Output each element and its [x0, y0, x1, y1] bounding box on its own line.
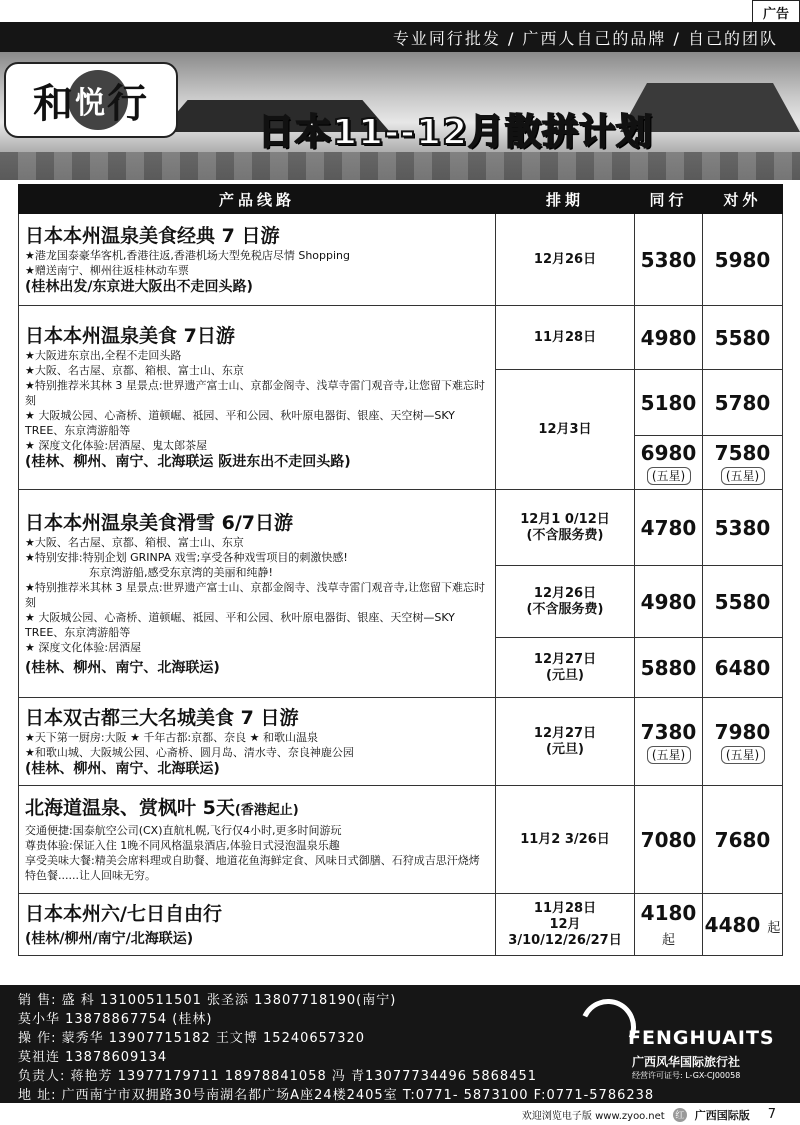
schedule-date: 12月26日: [496, 214, 635, 306]
contact-line: 操 作: 蒙秀华 13907715182 王文博 15240657320: [18, 1031, 366, 1046]
schedule-date: 12月3日: [496, 370, 635, 490]
peer-price: 4780: [635, 490, 703, 566]
edition-label: 广西国际版: [694, 1108, 750, 1122]
product-line: ★特别安排:特别企划 GRINPA 戏雪;享受各种戏雪项目的刺激快感!: [25, 550, 348, 564]
retail-price: 6480: [703, 638, 783, 698]
product-line: ★ 大阪城公园、心斋桥、道顿崛、祗园、平和公园、秋叶原电器街、银座、天空树—SKY TREE、东京湾游船等: [25, 409, 455, 437]
product-line: ★赠送南宁、柳州往返桂林动车票: [25, 263, 189, 277]
product-line: 享受美味大餐:精美会席料理或自助餐、地道花鱼海鲜定食、风味日式御膳、石狩成吉思汗烧烤特色餐......让人回味无穷。: [25, 854, 480, 882]
product-title: 日本本州六/七日自由行: [25, 902, 222, 925]
product-title: 北海道温泉、赏枫叶 5天(香港起止): [25, 797, 299, 819]
product-description: [19, 894, 496, 956]
retail-price: 7680: [703, 786, 783, 894]
retail-price: 7580 (五星): [703, 436, 783, 490]
address-line: 地 址: 广西南宁市双拥路30号南湖名都广场A座24楼2405室 T:0771- 5873100 F:0771-5786238: [18, 1088, 655, 1103]
product-note: (桂林/柳州/南宁/北海联运): [25, 930, 194, 947]
peer-price: 4980: [635, 566, 703, 638]
product-note: (桂林出发/东京进大阪出不走回头路): [25, 278, 253, 295]
product-line: 东京湾游船,感受东京湾的美丽和纯静!: [89, 565, 273, 579]
table-header: [19, 185, 783, 214]
product-title: 日本本州温泉美食滑雪 6/7日游: [25, 511, 293, 534]
header-schedule: 排期: [496, 185, 635, 214]
peer-price: 7380 (五星): [635, 698, 703, 786]
agency-name: 广西风华国际旅行社: [632, 1055, 741, 1069]
retail-price: 5780: [703, 370, 783, 436]
five-star-badge: (五星): [721, 746, 765, 764]
contact-line: 负责人: 蒋艳芳 13977179711 18978841058 冯 青13077734496 5868451: [18, 1069, 538, 1084]
header-peer: 同行: [635, 185, 703, 214]
slogan: 专业同行批发 / 广西人自己的品牌 / 自己的团队: [392, 28, 778, 48]
product-description: [19, 490, 496, 698]
product-line: ★ 深度文化体验:居酒屋、鬼太郎茶屋: [25, 439, 208, 452]
product-description: [19, 698, 496, 786]
schedule-date: 12月27日 (元旦): [496, 638, 635, 698]
product-note: (桂林、柳州、南宁、北海联运): [25, 760, 220, 777]
retail-price: 7980 (五星): [703, 698, 783, 786]
product-note: (桂林、柳州、南宁、北海联运): [25, 659, 220, 676]
five-star-badge: (五星): [647, 746, 691, 764]
page-number: 7: [767, 1107, 776, 1122]
retail-price: 5580: [703, 306, 783, 370]
contact-line: 莫小华 13878867754 (桂林): [18, 1012, 213, 1027]
contact-footer: [0, 985, 800, 1103]
peer-price: 6980 (五星): [635, 436, 703, 490]
product-description: [19, 786, 496, 894]
schedule-date: 11月28日: [496, 306, 635, 370]
product-note: (桂林、柳州、南宁、北海联运 阪进东出不走回头路): [25, 454, 351, 470]
schedule-date: 12月1 0/12日 (不含服务费): [496, 490, 635, 566]
product-line: ★和歌山城、大阪城公园、心斋桥、圆月岛、清水寺、奈良神鹿公园: [25, 745, 354, 759]
peer-price: 7080: [635, 786, 703, 894]
product-line: 交通便捷:国泰航空公司(CX)直航札幌,飞行仅4小时,更多时间游玩: [25, 824, 342, 837]
table-row: [19, 306, 783, 370]
retail-price: 4480 起: [703, 894, 783, 956]
peer-price: 5180: [635, 370, 703, 436]
slogan-bar: [0, 22, 800, 52]
page-title: 日本11--12月散拼计划: [258, 112, 654, 153]
table-row: [19, 894, 783, 956]
product-line: 尊贵体验:保证入住 1晚不同风格温泉酒店,体验日式浸泡温泉乐趣: [25, 839, 340, 852]
browse-note: 欢迎浏览电子版 www.zyoo.net: [521, 1111, 665, 1122]
peer-price: 4980: [635, 306, 703, 370]
product-title: 日本本州温泉美食 7日游: [25, 325, 235, 347]
header-retail: 对外: [703, 185, 783, 214]
product-line: ★大阪、名古屋、京都、箱根、富士山、东京: [25, 535, 244, 549]
product-line: ★大阪进东京出,全程不走回头路: [25, 349, 182, 362]
schedule-date: 11月28日 12月 3/10/12/26/27日: [496, 894, 635, 956]
product-line: ★港龙国泰豪华客机,香港往返,香港机场大型免税店尽情 Shopping: [25, 248, 351, 262]
retail-price: 5580: [703, 566, 783, 638]
table-row: [19, 490, 783, 566]
product-line: ★大阪、名古屋、京都、箱根、富士山、东京: [25, 364, 244, 377]
retail-price: 5980: [703, 214, 783, 306]
retail-price: 5380: [703, 490, 783, 566]
tour-table: [18, 184, 783, 956]
license-number: 经营许可证号: L-GX-CJ00058: [632, 1071, 741, 1080]
table-row: [19, 786, 783, 894]
product-description: [19, 214, 496, 306]
contact-line: 莫祖连 13878609134: [18, 1050, 168, 1065]
product-line: ★ 深度文化体验:居酒屋: [25, 640, 142, 654]
five-star-badge: (五星): [647, 467, 691, 485]
five-star-badge: (五星): [721, 467, 765, 485]
product-description: [19, 306, 496, 490]
wall-image: [0, 152, 800, 180]
hong-icon: 红: [673, 1108, 687, 1122]
agency-brand: FENGHUAITS: [628, 1027, 775, 1049]
product-line: ★特别推荐米其林 3 星景点:世界遗产富士山、京都金阁寺、浅草寺雷门观音寺,让您留下难忘时刻: [25, 379, 486, 407]
schedule-date: 11月2 3/26日: [496, 786, 635, 894]
agency-logo: [570, 997, 775, 1080]
product-title: 日本本州温泉美食经典 7 日游: [25, 224, 280, 247]
brand-logo: 和 悦 行: [4, 62, 178, 138]
product-title: 日本双古都三大名城美食 7 日游: [25, 706, 299, 729]
page-footer: [0, 1104, 800, 1125]
ad-tag: 广告: [752, 0, 800, 24]
peer-price: 5380: [635, 214, 703, 306]
product-line: ★ 大阪城公园、心斋桥、道顿崛、祗园、平和公园、秋叶原电器街、银座、天空树—SKY TREE、东京湾游船等: [25, 610, 455, 639]
contact-line: 销 售: 盛 科 13100511501 张圣添 13807718190(南宁): [18, 993, 397, 1008]
peer-price: 5880: [635, 638, 703, 698]
schedule-date: 12月27日 (元旦): [496, 698, 635, 786]
schedule-date: 12月26日 (不含服务费): [496, 566, 635, 638]
peer-price: 4180起: [635, 894, 703, 956]
product-line: ★天下第一厨房:大阪 ★ 千年古都:京都、奈良 ★ 和歌山温泉: [25, 730, 318, 744]
header-route: 产品线路: [19, 185, 496, 214]
table-row: [19, 214, 783, 306]
product-line: ★特别推荐米其林 3 星景点:世界遗产富士山、京都金阁寺、浅草寺雷门观音寺,让您留下难忘时刻: [25, 580, 486, 609]
table-row: [19, 698, 783, 786]
